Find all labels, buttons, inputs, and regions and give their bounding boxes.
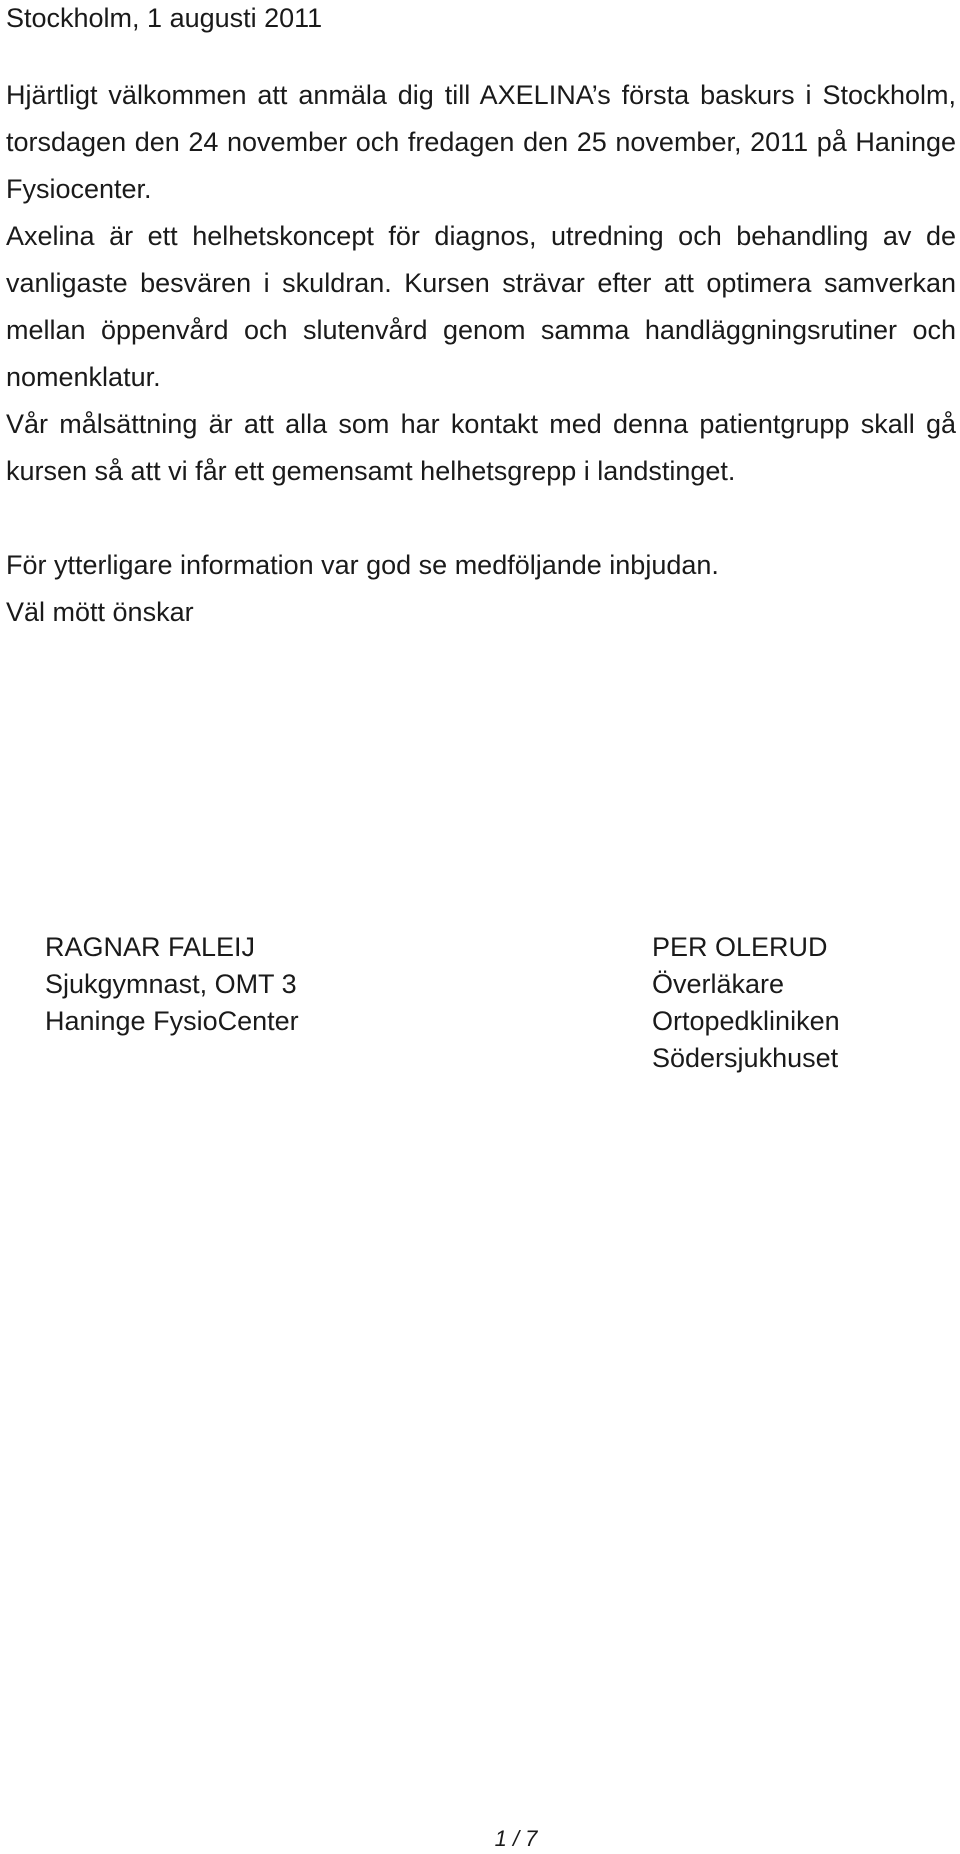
page-number: 1 / 7 (494, 1826, 538, 1851)
signature-left (45, 929, 299, 1040)
signer-title: Överläkare (652, 969, 785, 999)
paragraph-spacer (6, 495, 956, 542)
signer-title: Sjukgymnast, OMT 3 (45, 969, 297, 999)
letter-date: Stockholm, 1 augusti 2011 (6, 3, 323, 33)
paragraph-concept: Axelina är ett helhetskoncept för diagnos, utredning och behandling av de vanligaste besvären i skuldran. Kursen strävar efter att optimera samverkan mellan öppenvård och slutenvård genom samma handläggningsrutiner och nomenklatur. (6, 221, 956, 392)
page-footer (0, 1826, 960, 1852)
further-info-line: För ytterligare information var god se medföljande inbjudan. (6, 550, 719, 580)
letter-body (6, 72, 956, 636)
signature-right (652, 929, 840, 1077)
signer-organization: Haninge FysioCenter (45, 1006, 299, 1036)
closing-greeting: Väl mött önskar (6, 597, 194, 627)
signer-hospital: Södersjukhuset (652, 1043, 839, 1073)
signature-block (0, 929, 960, 1089)
signer-name: RAGNAR FALEIJ (45, 932, 256, 962)
paragraph-invitation: Hjärtligt välkommen att anmäla dig till AXELINA’s första baskurs i Stockholm, torsdagen den 24 november och fredagen den 25 november, 2011 på Haninge Fysiocenter. (6, 80, 956, 204)
signer-department: Ortopedkliniken (652, 1006, 840, 1036)
paragraph-goal: Vår målsättning är att alla som har kontakt med denna patientgrupp skall gå kursen så att vi får ett gemensamt helhetsgrepp i landstinget. (6, 409, 956, 486)
signer-name: PER OLERUD (652, 932, 828, 962)
